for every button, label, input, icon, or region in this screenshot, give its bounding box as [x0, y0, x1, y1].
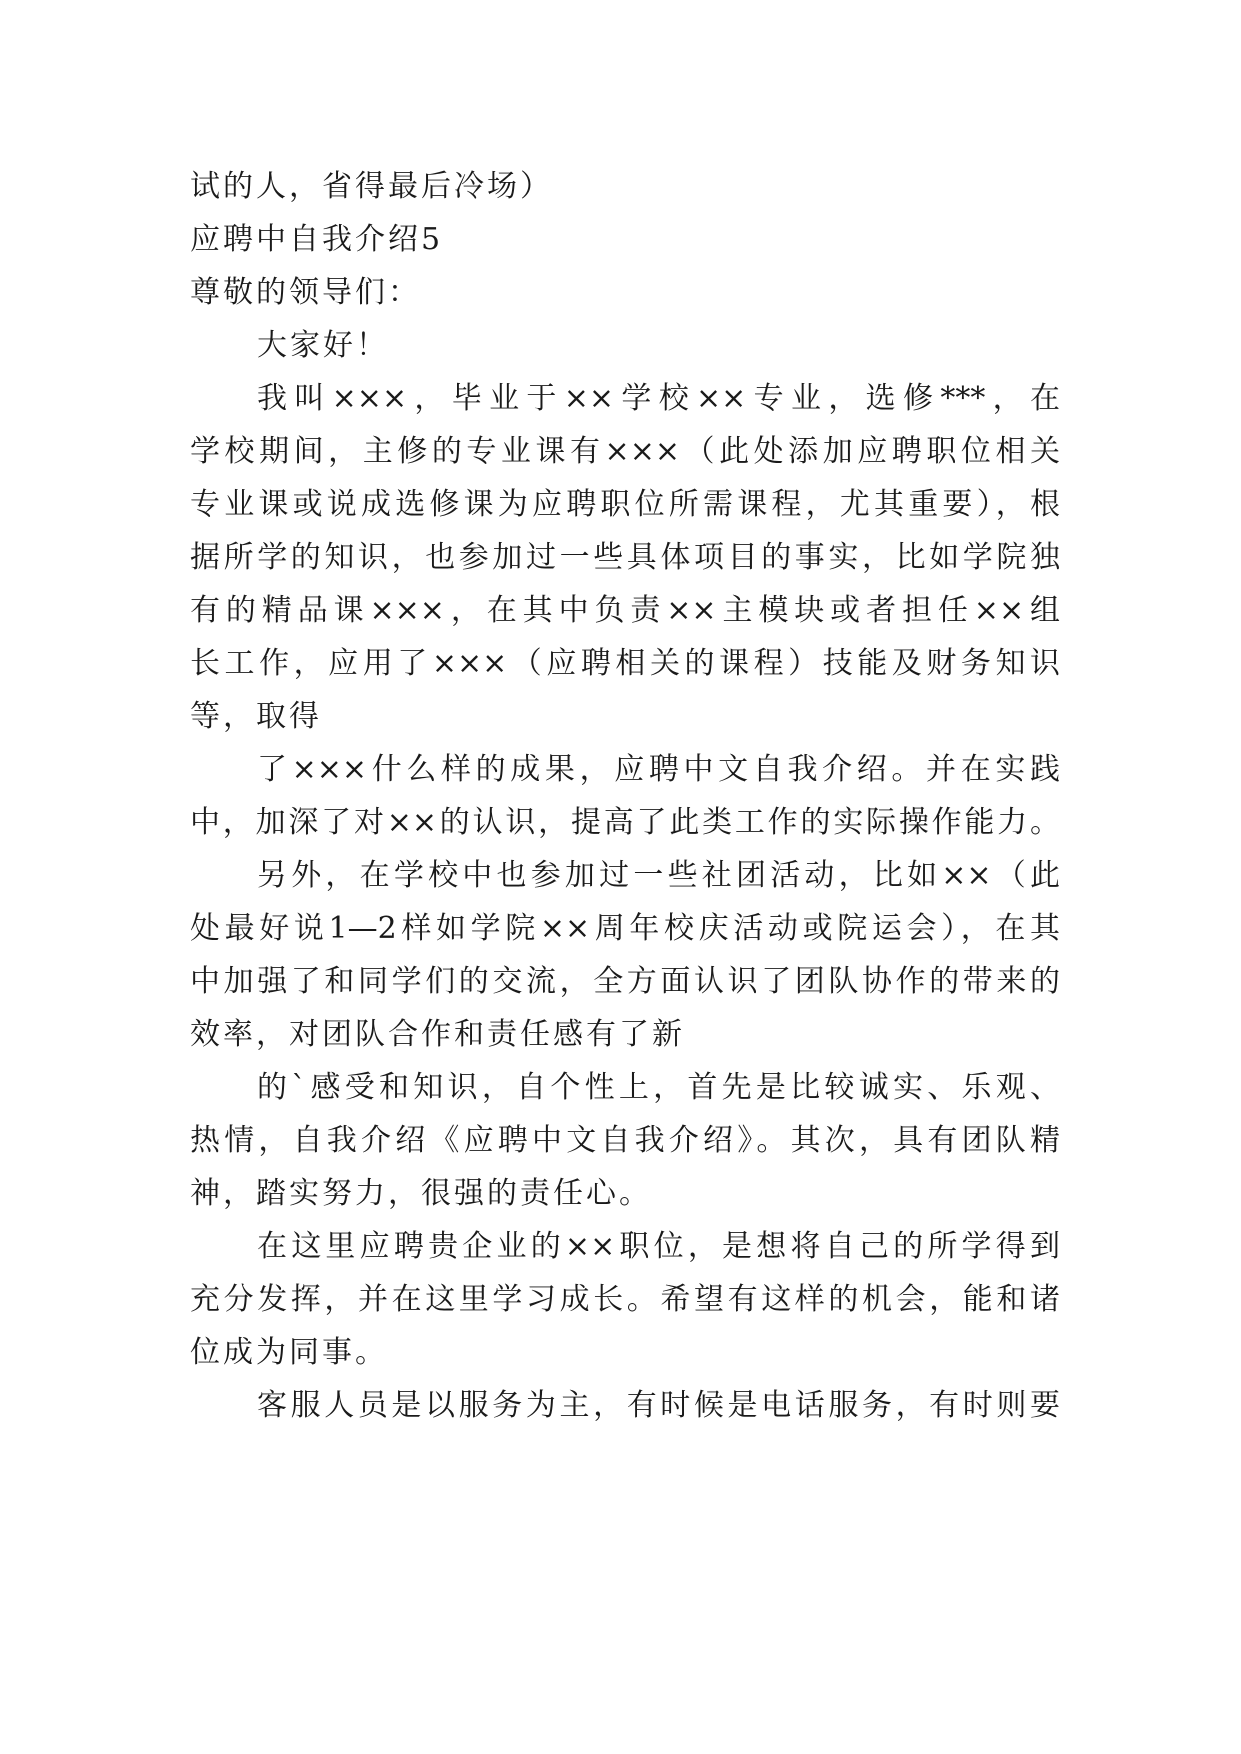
text-line: 大家好！	[257, 328, 389, 363]
text-line: 另外，在学校中也参加过一些社团活动，比如××（此	[257, 858, 1060, 893]
text-line: 有的精品课×××，在其中负责××主模块或者担任××组	[190, 593, 1060, 628]
text-line: 了×××什么样的成果，应聘中文自我介绍。并在实践	[257, 752, 1060, 787]
text-line: 的`感受和知识，自个性上，首先是比较诚实、乐观、	[257, 1070, 1060, 1105]
text-line: 在这里应聘贵企业的××职位，是想将自己的所学得到	[257, 1229, 1060, 1264]
text-line: 专业课或说成选修课为应聘职位所需课程，尤其重要），根	[190, 487, 1060, 522]
text-line: 中，加深了对××的认识，提高了此类工作的实际操作能力。	[190, 805, 1060, 840]
text-line: 中加强了和同学们的交流，全方面认识了团队协作的带来的	[190, 964, 1060, 999]
text-line: 据所学的知识，也参加过一些具体项目的事实，比如学院独	[190, 540, 1060, 575]
text-line: 长工作，应用了×××（应聘相关的课程）技能及财务知识	[190, 646, 1060, 681]
text-line: 试的人，省得最后冷场）	[190, 169, 553, 204]
text-line: 充分发挥，并在这里学习成长。希望有这样的机会，能和诸	[190, 1282, 1060, 1317]
text-line: 尊敬的领导们：	[190, 275, 421, 310]
text-line: 位成为同事。	[190, 1335, 388, 1370]
text-line: 效率，对团队合作和责任感有了新	[190, 1017, 685, 1052]
text-line: 客服人员是以服务为主，有时候是电话服务，有时则要	[257, 1388, 1060, 1423]
document-body	[190, 160, 1060, 1432]
text-line: 应聘中自我介绍5	[190, 222, 444, 257]
text-line: 学校期间，主修的专业课有×××（此处添加应聘职位相关	[190, 434, 1060, 469]
text-line: 神，踏实努力，很强的责任心。	[190, 1176, 652, 1211]
text-line: 等，取得	[190, 699, 322, 734]
text-line: 热情，自我介绍《应聘中文自我介绍》。其次，具有团队精	[190, 1123, 1060, 1158]
text-line: 我叫×××，毕业于××学校××专业，选修***，在	[257, 381, 1060, 416]
text-line: 处最好说1—2样如学院××周年校庆活动或院运会），在其	[190, 911, 1060, 946]
